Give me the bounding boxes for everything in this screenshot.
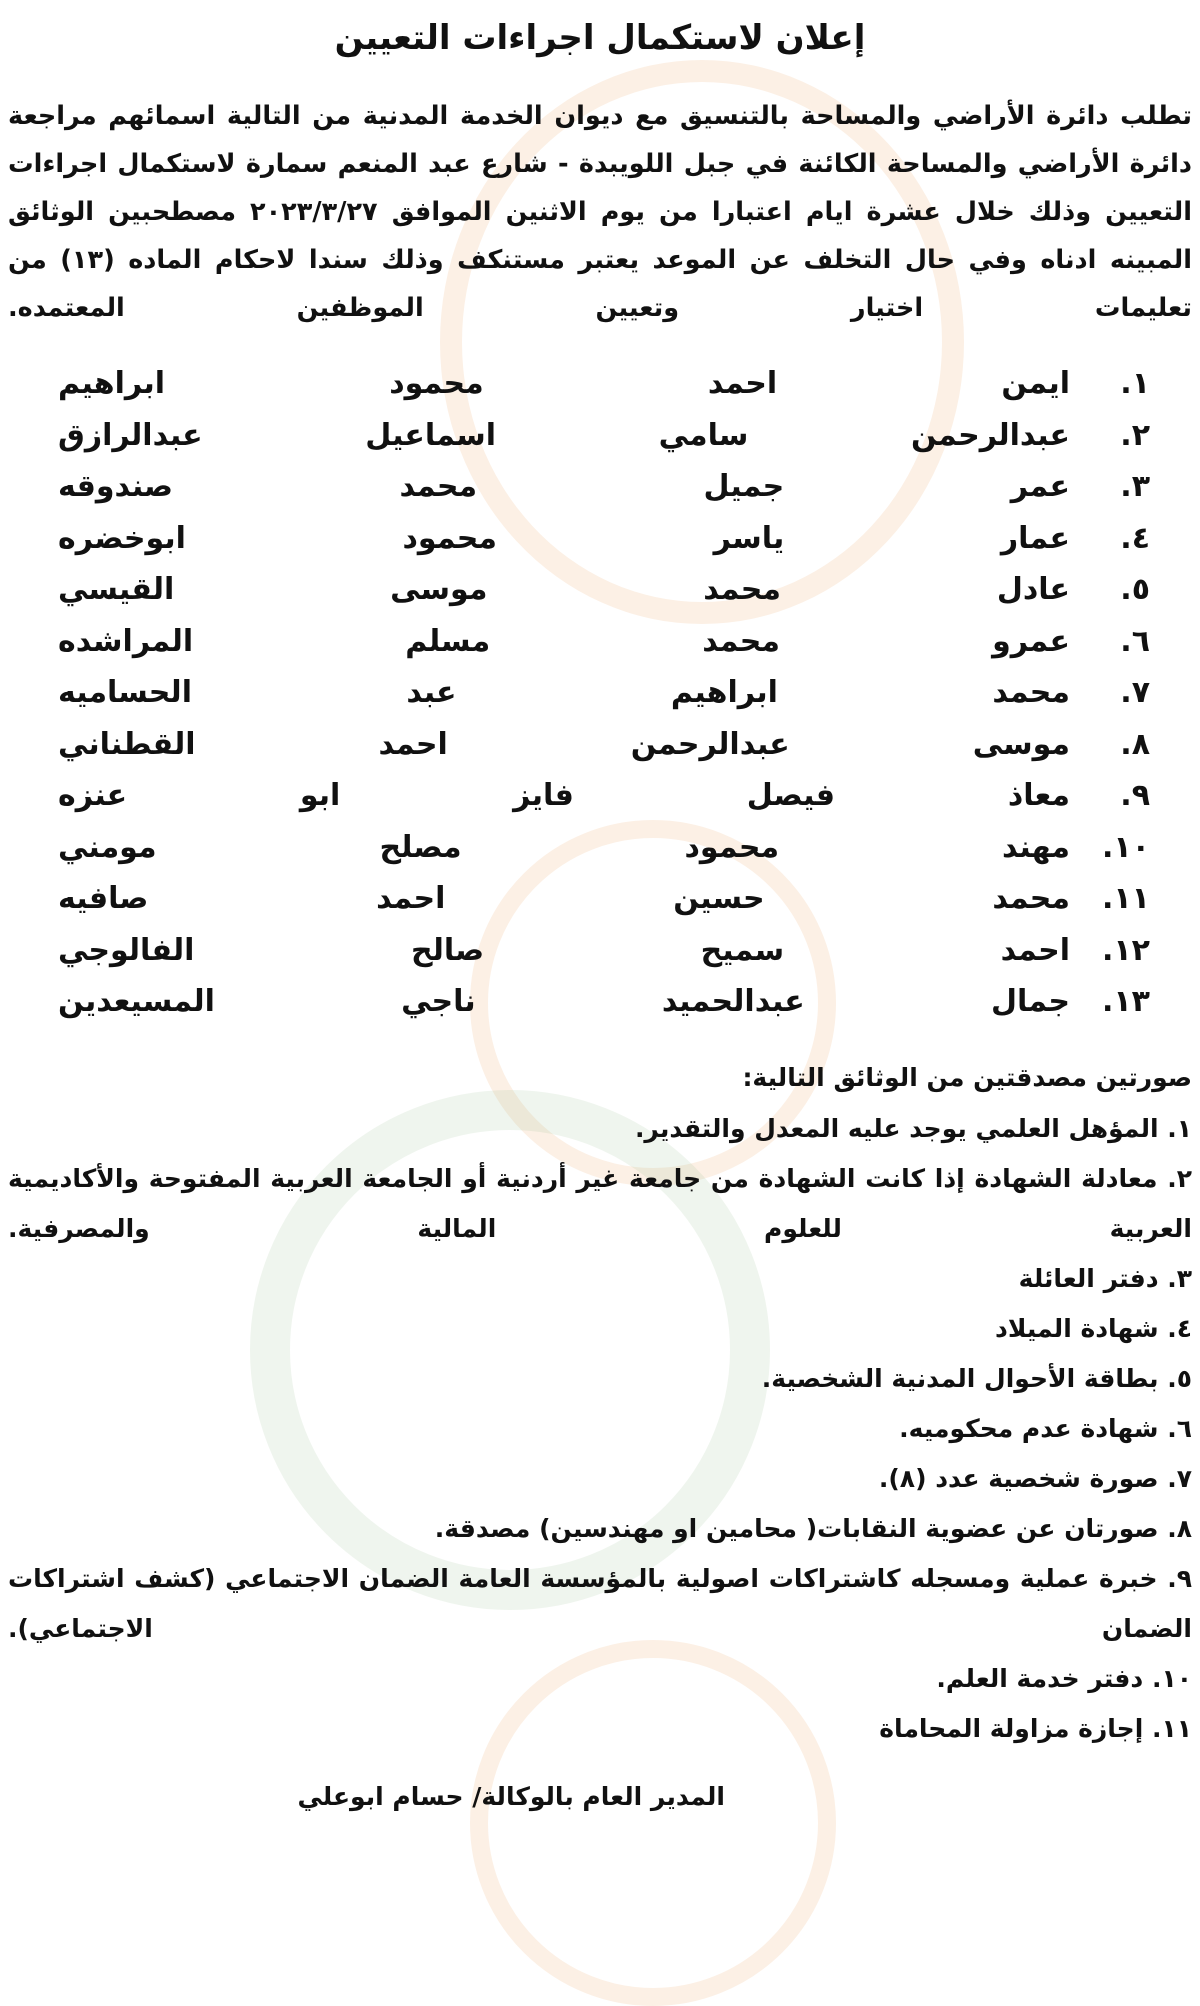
person-name: عبدالرحمن سامي اسماعيل عبدالرازق bbox=[58, 417, 1070, 453]
name-item bbox=[58, 719, 1150, 771]
name-number: ١٣. bbox=[1101, 984, 1150, 1020]
person-name: عمرو محمد مسلم المراشده bbox=[58, 623, 1070, 659]
name-item bbox=[58, 667, 1150, 719]
name-number: ٦. bbox=[1120, 623, 1150, 659]
name-item bbox=[58, 873, 1150, 925]
name-item bbox=[58, 410, 1150, 462]
name-item bbox=[58, 513, 1150, 565]
signature: المدير العام بالوكالة/ حسام ابوعلي bbox=[297, 1782, 725, 1811]
person-name: ايمن احمد محمود ابراهيم bbox=[58, 366, 1070, 402]
document-item: ١١. إجازة مزاولة المحاماة bbox=[879, 1714, 1192, 1743]
name-number: ٩. bbox=[1120, 778, 1150, 814]
name-item bbox=[58, 770, 1150, 822]
name-item bbox=[58, 616, 1150, 668]
name-item bbox=[58, 461, 1150, 513]
name-item bbox=[58, 822, 1150, 874]
name-number: ٤. bbox=[1120, 520, 1150, 556]
document-item: ٣. دفتر العائلة bbox=[1018, 1264, 1192, 1293]
documents-header: صورتين مصدقتين من الوثائق التالية: bbox=[742, 1063, 1192, 1092]
intro-paragraph: تطلب دائرة الأراضي والمساحة بالتنسيق مع ديوان الخدمة المدنية من التالية اسمائهم مراجعة دائرة الأراضي والمساحة الكائنة في جبل اللويبدة - شارع عبد المنعم سمارة لاستكمال اجراءات التعيين وذلك خلال عشرة ايام اعتبارا من يوم الاثنين الموافق ٢٠٢٣/٣/٢٧ مصطحبين الوثائق المبينه ادناه وفي حال التخلف عن الموعد يعتبر مستنكف وذلك سندا لاحكام الماده (١٣) من تعليمات اختيار وتعيين الموظفين المعتمده. bbox=[8, 101, 1192, 323]
person-name: عمر جميل محمد صندوقه bbox=[58, 469, 1070, 505]
name-number: ١. bbox=[1120, 366, 1150, 402]
name-number: ١٢. bbox=[1101, 932, 1150, 968]
document-item: ١٠. دفتر خدمة العلم. bbox=[936, 1664, 1192, 1693]
document-item: ٥. بطاقة الأحوال المدنية الشخصية. bbox=[761, 1364, 1192, 1393]
person-name: معاذ فيصل فايز ابو عنزه bbox=[58, 778, 1070, 814]
name-number: ٥. bbox=[1120, 572, 1150, 608]
document-item: ٩. خبرة عملية ومسجله كاشتراكات اصولية بالمؤسسة العامة الضمان الاجتماعي (كشف اشتراكات الضمان الاجتماعي). bbox=[8, 1564, 1192, 1643]
document-item: ٢. معادلة الشهادة إذا كانت الشهادة من جامعة غير أردنية أو الجامعة العربية المفتوحة والأكاديمية العربية للعلوم المالية والمصرفية. bbox=[8, 1164, 1192, 1243]
name-number: ٧. bbox=[1120, 675, 1150, 711]
names-list bbox=[58, 358, 1150, 1028]
document-item: ٧. صورة شخصية عدد (٨). bbox=[878, 1464, 1192, 1493]
document-item: ٤. شهادة الميلاد bbox=[995, 1314, 1192, 1343]
person-name: جمال عبدالحميد ناجي المسيعدين bbox=[58, 984, 1070, 1020]
document-item: ٨. صورتان عن عضوية النقابات( محامين او مهندسين) مصدقة. bbox=[434, 1514, 1192, 1543]
person-name: عادل محمد موسى القيسي bbox=[58, 572, 1070, 608]
name-number: ١١. bbox=[1101, 881, 1150, 917]
name-number: ٨. bbox=[1120, 726, 1150, 762]
person-name: محمد حسين احمد صافيه bbox=[58, 881, 1070, 917]
document-item: ١. المؤهل العلمي يوجد عليه المعدل والتقدير. bbox=[634, 1114, 1192, 1143]
name-item bbox=[58, 925, 1150, 977]
person-name: موسى عبدالرحمن احمد القطناني bbox=[58, 726, 1070, 762]
name-item bbox=[58, 564, 1150, 616]
name-item bbox=[58, 358, 1150, 410]
documents-section bbox=[8, 1052, 1192, 1754]
announcement-title: إعلان لاستكمال اجراءات التعيين bbox=[334, 18, 866, 58]
person-name: عمار ياسر محمود ابوخضره bbox=[58, 520, 1070, 556]
person-name: مهند محمود مصلح مومني bbox=[58, 829, 1070, 865]
name-number: ٣. bbox=[1120, 469, 1150, 505]
person-name: احمد سميح صالح الفالوجي bbox=[58, 932, 1070, 968]
name-number: ٢. bbox=[1120, 417, 1150, 453]
name-number: ١٠. bbox=[1101, 829, 1150, 865]
name-item bbox=[58, 976, 1150, 1028]
document-item: ٦. شهادة عدم محكوميه. bbox=[899, 1414, 1192, 1443]
person-name: محمد ابراهيم عبد الحساميه bbox=[58, 675, 1070, 711]
